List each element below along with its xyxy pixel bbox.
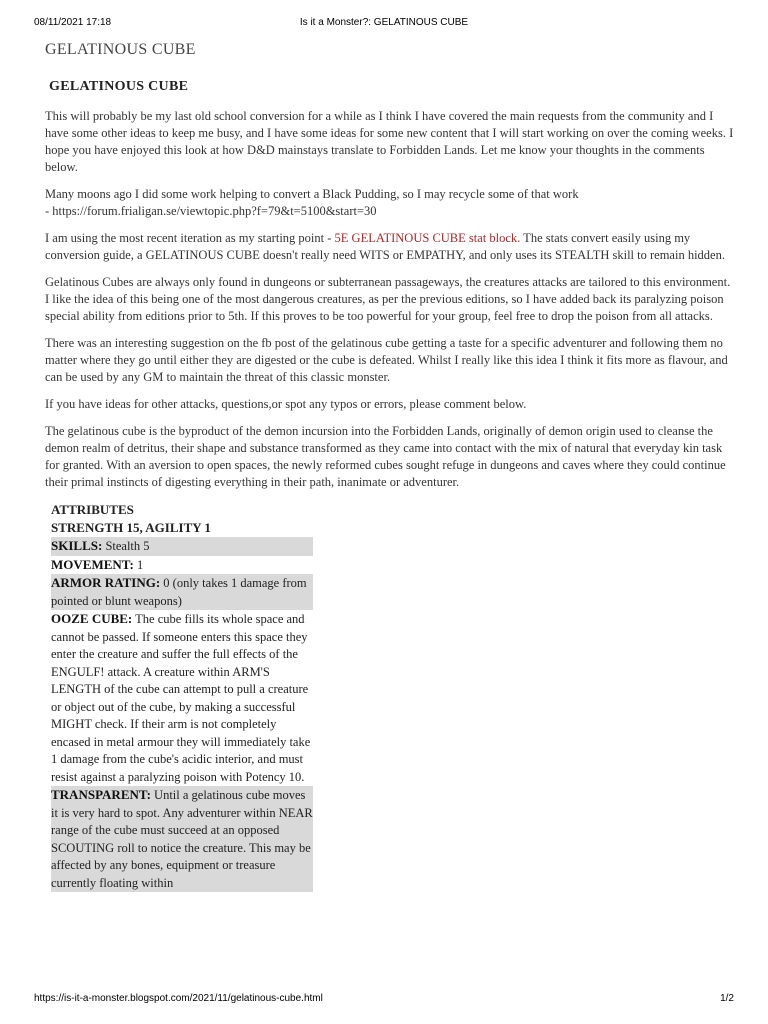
stat-block <box>51 501 313 892</box>
print-page-title: Is it a Monster?: GELATINOUS CUBE <box>299 17 469 28</box>
forum-link-text: - https://forum.fria​ligan.se/viewtopic.php?f=79&t=5100&start=30 <box>45 204 377 218</box>
movement-value: 1 <box>133 557 144 572</box>
transparent-value: Until a gelatinous cube moves it is very hard to spot. Any adventurer within NEAR range of the cube must succeed at an opposed SCOUTING roll to notice the creature. This may be affected by any bones, equipment or treasure currently floating within <box>51 788 313 890</box>
stat-block-link[interactable]: 5E GELATINOUS CUBE stat block. <box>334 231 521 245</box>
transparent-label: TRANSPARENT: <box>51 787 151 802</box>
movement-row <box>51 556 313 575</box>
intro-paragraph: This will probably be my last old school conversion for a while as I think I have covered the main requests from the community and I have some other ideas to keep me busy, and I have some ideas for some new content that I will start working on over the coming weeks. I hope you have enjoyed this look at how D&D mainstays translate to Forbidden Lands. Let me know your thoughts in the comments below. <box>45 109 734 174</box>
post-title: GELATINOUS CUBE <box>45 41 196 58</box>
transparent-row <box>51 786 313 892</box>
print-header <box>34 17 734 31</box>
ooze-cube-label: OOZE CUBE: <box>51 611 133 626</box>
skills-value: Stealth 5 <box>102 539 150 553</box>
armor-row <box>51 574 313 610</box>
movement-label: MOVEMENT: <box>51 556 134 572</box>
lore-paragraph: The gelatinous cube is the byproduct of the demon incursion into the Forbidden Lands, originally of demon origin used to cleanse the demon realm of detritus, their shape and substance transformed as they came into contact with the mix of natural that everyday kin task for granted. With an aversion to open spaces, the newly reformed cubes sought refuge in dungeons and caves where they could continue their primal instincts of digesting everything in their path, inanimate or adventurer. <box>45 424 726 489</box>
print-date: 08/11/2021 17:18 <box>34 17 112 28</box>
starting-point-post: The stats convert easily using my conversion guide, a GELATINOUS CUBE doesn't really need WITS or EMPATHY, and only uses its STEALTH skill to remain hidden. <box>45 231 725 262</box>
starting-point-paragraph <box>45 230 735 264</box>
ooze-cube-row <box>51 610 313 786</box>
page-number: 1/2 <box>720 993 734 1004</box>
skills-row <box>51 537 313 556</box>
print-footer <box>34 993 734 1007</box>
black-pudding-text: Many moons ago I did some work helping to convert a Black Pudding, so I may recycle some of that work <box>45 187 579 201</box>
attributes-label: ATTRIBUTES <box>51 502 134 517</box>
starting-point-pre: I am using the most recent iteration as my starting point - <box>45 231 335 245</box>
black-pudding-paragraph <box>45 186 735 220</box>
dungeon-paragraph: Gelatinous Cubes are always only found in dungeons or subterranean passageways, the creatures attacks are tailored to this environment. I like the idea of this being one of the most dangerous creatures, as per the previous editions, so I have added back its paralyzing poison special ability from editions prior to 5th. If this proves to be too powerful for your group, feel free to drop the poison from all attacks. <box>45 275 731 323</box>
suggestion-paragraph: There was an interesting suggestion on the fb post of the gelatinous cube getting a taste for a specific adventurer and following them no matter where they go until either they are digested or the cube is defeated. Whilst I really like this idea I think it fits more as flavour, and can be used by any GM to maintain the threat of this classic monster. <box>45 336 728 384</box>
print-url: https://is-it-a-monster.blogspot.com/2021/11/gelatinous-cube.html <box>34 993 323 1004</box>
armor-label: ARMOR RATING: <box>51 575 161 590</box>
post-subtitle: GELATINOUS CUBE <box>49 79 189 94</box>
ooze-cube-value: The cube fills its whole space and cannot be passed. If someone enters this space they enter the creature and suffer the full effects of the ENGULF! attack. A creature within ARM'S LENGTH of the cube can attempt to pull a creature or object out of the cube, by making a successful MIGHT check. If their arm is not completely encased in metal armour they will immediately take 1 damage from the cube's acidic interior, and must resist against a paralyzing poison with Potency 10. <box>51 612 311 784</box>
attributes-values: STRENGTH 15, AGILITY 1 <box>51 520 211 535</box>
feedback-paragraph: If you have ideas for other attacks, questions,or spot any typos or errors, please comment below. <box>45 397 527 411</box>
post-content <box>45 40 735 892</box>
skills-label: SKILLS: <box>51 538 103 553</box>
armor-value: 0 (only takes 1 damage from pointed or blunt weapons) <box>51 576 307 608</box>
